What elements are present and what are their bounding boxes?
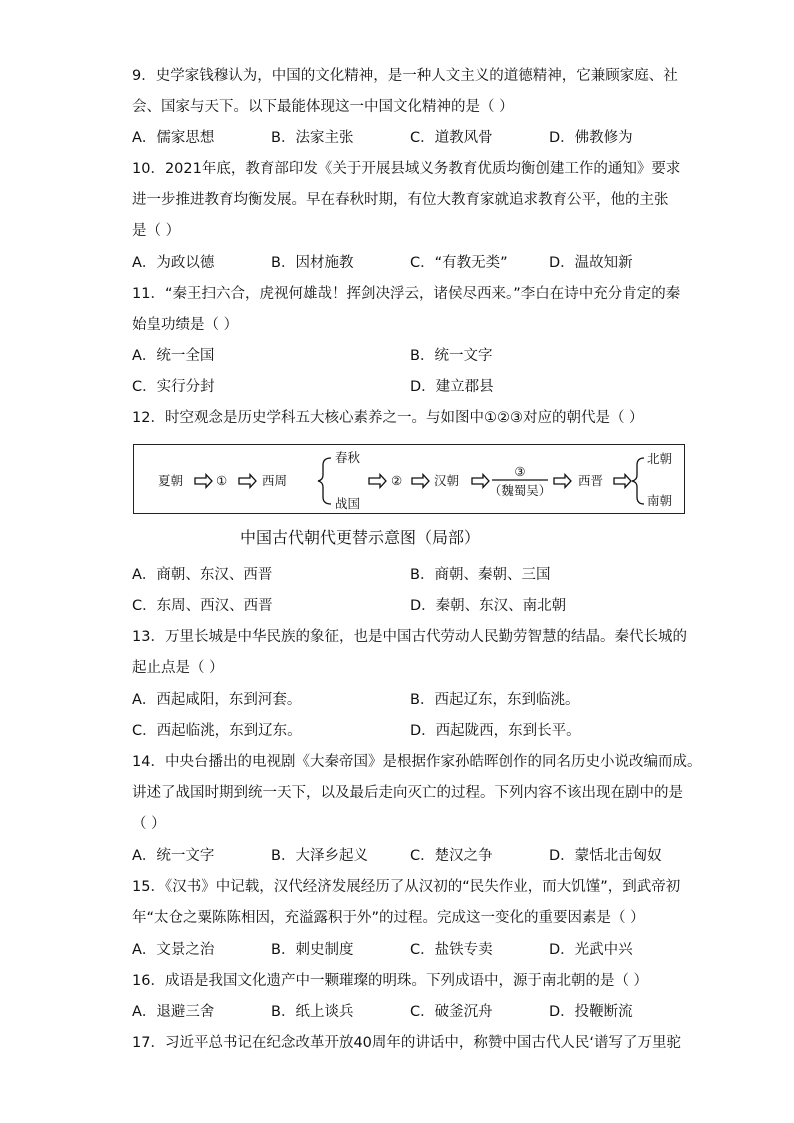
arrow-icon <box>472 475 489 488</box>
q13-stem-line1: 13．万里长城是中华民族的象征，也是中国古代劳动人民勤劳智慧的结晶。秦代长城的 <box>132 629 687 645</box>
q16-option-b: B．纸上谈兵 <box>271 1004 354 1020</box>
q12-option-c: C．东周、西汉、西晋 <box>132 598 273 614</box>
q9-option-c: C．道教风骨 <box>410 130 493 146</box>
q9-option-b: B．法家主张 <box>271 130 354 146</box>
label-beichao: 北朝 <box>647 451 673 466</box>
q15-option-a: A．文景之治 <box>132 942 215 958</box>
label-hanchao: 汉朝 <box>434 473 460 488</box>
q11-option-c: C．实行分封 <box>132 379 215 395</box>
label-n1: ① <box>216 473 228 488</box>
label-xizhou: 西周 <box>262 473 288 488</box>
arrow-icon <box>369 475 386 488</box>
arrow-icon <box>239 475 256 488</box>
arrow-icon <box>412 475 429 488</box>
dynasty-timeline-svg <box>134 445 686 515</box>
q14-option-d: D．蒙恬北击匈奴 <box>549 848 662 864</box>
diagram-caption: 中国古代朝代更替示意图（局部） <box>240 528 481 547</box>
q13-option-a: A．西起咸阳，东到河套。 <box>132 692 302 708</box>
q9-stem-line2: 会、国家与天下。以下最能体现这一中国文化精神的是（ ） <box>132 99 514 115</box>
q13-option-d: D．西起陇西，东到长平。 <box>410 723 581 739</box>
q10-option-d: D．温故知新 <box>549 255 633 271</box>
q9-stem-line1: 9．史学家钱穆认为，中国的文化精神，是一种人文主义的道德精神，它兼顾家庭、社 <box>132 68 678 84</box>
q11-stem-line2: 始皇功绩是（ ） <box>132 317 239 333</box>
q10-option-b: B．因材施教 <box>271 255 354 271</box>
label-chunqiu: 春秋 <box>335 450 361 465</box>
q15-option-d: D．光武中兴 <box>549 942 633 958</box>
q12-stem: 12．时空观念是历史学科五大核心素养之一。与如图中①②③对应的朝代是（ ） <box>132 410 644 426</box>
q12-option-b: B．商朝、秦朝、三国 <box>410 567 551 583</box>
q15-option-c: C．盐铁专卖 <box>410 942 493 958</box>
q12-option-a: A．商朝、东汉、西晋 <box>132 567 273 583</box>
q16-option-c: C．破釜沉舟 <box>410 1004 493 1020</box>
q13-option-b: B．西起辽东，东到临洮。 <box>410 692 580 708</box>
q11-option-d: D．建立郡县 <box>410 379 494 395</box>
q10-stem-line3: 是（ ） <box>132 223 181 239</box>
q10-option-a: A．为政以德 <box>132 255 215 271</box>
label-nanchao: 南朝 <box>647 493 673 508</box>
q17-stem-line1: 17．习近平总书记在纪念改革开放40周年的讲话中，称赞中国古代人民‘谱写了万里驼 <box>132 1035 682 1051</box>
label-xia: 夏朝 <box>158 473 184 488</box>
q16-stem: 16．成语是我国文化遗产中一颗璀璨的明珠。下列成语中，源于南北朝的是（ ） <box>132 973 649 989</box>
label-n3: ③ <box>514 464 526 479</box>
dynasty-timeline-diagram <box>133 444 685 514</box>
q14-option-c: C．楚汉之争 <box>410 848 493 864</box>
arrow-icon <box>554 475 571 488</box>
q10-option-c: C．“有教无类” <box>410 255 508 271</box>
q16-option-d: D．投鞭断流 <box>549 1004 633 1020</box>
brace-left <box>318 458 331 504</box>
q11-stem-line1: 11．“秦王扫六合，虎视何雄哉！挥剑决浮云，诸侯尽西来。”李白在诗中充分肯定的秦 <box>132 286 681 302</box>
q13-stem-line2: 起止点是（ ） <box>132 660 224 676</box>
q10-stem-line1: 10．2021年底，教育部印发《关于开展县域义务教育优质均衡创建工作的通知》要求 <box>132 161 681 177</box>
brace-right <box>632 458 644 504</box>
label-weishuwu: （魏蜀吴） <box>488 483 552 498</box>
q14-option-b: B．大泽乡起义 <box>271 848 368 864</box>
q16-option-a: A．退避三舍 <box>132 1004 215 1020</box>
label-zhanguo: 战国 <box>335 496 361 511</box>
label-xijin: 西晋 <box>578 473 604 488</box>
q14-option-a: A．统一文字 <box>132 848 215 864</box>
q14-stem-line2: 讲述了战国时期到统一天下，以及最后走向灭亡的过程。下列内容不该出现在剧中的是 <box>132 785 683 801</box>
q15-stem-line1: 15．《汉书》中记载，汉代经济发展经历了从汉初的“民失作业，而大饥馑”，到武帝初 <box>132 879 681 895</box>
q9-option-a: A．儒家思想 <box>132 130 215 146</box>
q11-option-b: B．统一文字 <box>410 348 493 364</box>
q15-stem-line2: 年“太仓之粟陈陈相因，充溢露积于外”的过程。完成这一变化的重要因素是（ ） <box>132 910 645 926</box>
q10-stem-line2: 进一步推进教育均衡发展。早在春秋时期，有位大教育家就追求教育公平，他的主张 <box>132 192 669 208</box>
arrow-icon <box>614 475 631 488</box>
q13-option-c: C．西起临洮，东到辽东。 <box>132 723 302 739</box>
label-n2: ② <box>391 473 403 488</box>
q12-option-d: D．秦朝、东汉、南北朝 <box>410 598 567 614</box>
q15-option-b: B．刺史制度 <box>271 942 354 958</box>
arrow-icon <box>195 475 212 488</box>
q14-stem-line1: 14．中央台播出的电视剧《大秦帝国》是根据作家孙皓晖创作的同名历史小说改编而成。 <box>132 754 702 770</box>
q9-option-d: D．佛教修为 <box>549 130 633 146</box>
q11-option-a: A．统一全国 <box>132 348 215 364</box>
q14-stem-line3: （ ） <box>132 816 166 832</box>
